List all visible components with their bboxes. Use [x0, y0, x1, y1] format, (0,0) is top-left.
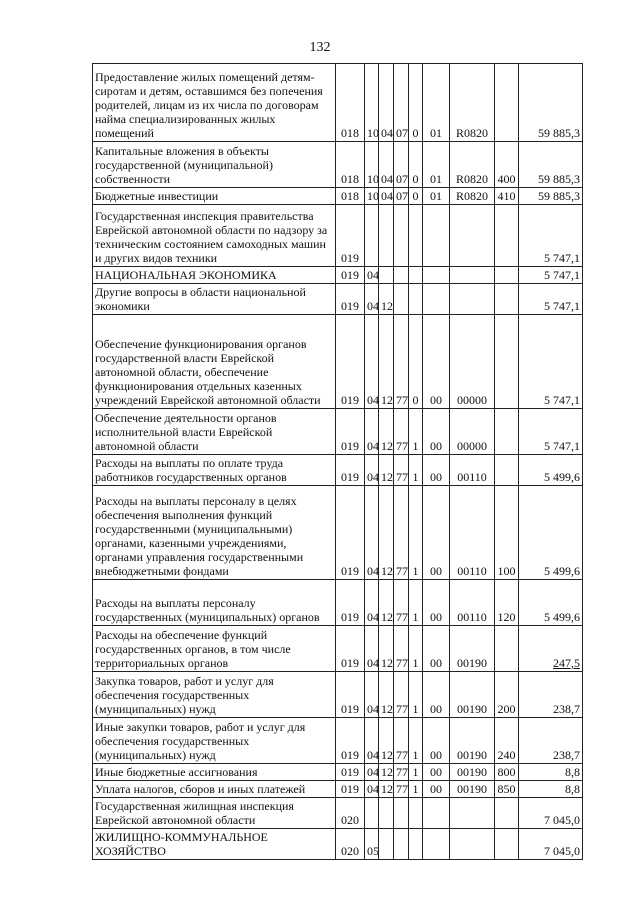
code-gr: 019 [336, 781, 365, 798]
code-pr: 12 [379, 315, 394, 409]
code-rz: 04 [365, 764, 379, 781]
code-csr4 [450, 205, 495, 267]
code-gr: 020 [336, 829, 365, 860]
code-pr: 12 [379, 781, 394, 798]
code-vr [495, 284, 519, 315]
row-amount: 5 747,1 [519, 409, 583, 455]
code-gr: 019 [336, 315, 365, 409]
code-csr4: 00000 [450, 315, 495, 409]
code-pr: 04 [379, 142, 394, 188]
code-csr2 [409, 829, 423, 860]
code-gr: 019 [336, 409, 365, 455]
code-rz: 04 [365, 718, 379, 764]
table-row [93, 188, 583, 205]
code-csr2: 1 [409, 718, 423, 764]
table-row [93, 142, 583, 188]
row-amount: 7 045,0 [519, 829, 583, 860]
code-vr: 120 [495, 580, 519, 626]
code-csr3 [423, 798, 450, 829]
code-csr1 [394, 284, 409, 315]
row-name: ЖИЛИЩНО-КОММУНАЛЬНОЕ ХОЗЯЙСТВО [93, 829, 336, 860]
code-pr [379, 798, 394, 829]
code-csr1: 77 [394, 409, 409, 455]
table-row [93, 267, 583, 284]
code-csr3: 00 [423, 672, 450, 718]
code-csr3: 00 [423, 626, 450, 672]
code-csr4: 00000 [450, 409, 495, 455]
row-name: Закупка товаров, работ и услуг для обеспечения государственных (муниципальных) нужд [93, 672, 336, 718]
row-amount: 5 747,1 [519, 205, 583, 267]
code-csr1: 07 [394, 64, 409, 142]
table-row [93, 626, 583, 672]
code-vr: 200 [495, 672, 519, 718]
code-csr4: 00190 [450, 626, 495, 672]
table-row [93, 829, 583, 860]
code-csr3: 01 [423, 188, 450, 205]
code-pr: 12 [379, 284, 394, 315]
code-csr3: 01 [423, 64, 450, 142]
code-pr: 12 [379, 409, 394, 455]
row-amount: 5 747,1 [519, 267, 583, 284]
row-amount: 7 045,0 [519, 798, 583, 829]
row-amount: 5 499,6 [519, 455, 583, 486]
page-number: 132 [309, 40, 331, 55]
row-amount: 5 499,6 [519, 580, 583, 626]
table-row [93, 284, 583, 315]
code-csr4: 00110 [450, 486, 495, 580]
code-pr: 04 [379, 64, 394, 142]
code-csr2: 1 [409, 455, 423, 486]
table-row [93, 718, 583, 764]
code-csr2: 1 [409, 409, 423, 455]
code-rz: 04 [365, 409, 379, 455]
row-amount: 238,7 [519, 718, 583, 764]
code-csr1: 77 [394, 315, 409, 409]
code-csr2: 0 [409, 188, 423, 205]
code-rz: 10 [365, 142, 379, 188]
row-name: Иные закупки товаров, работ и услуг для обеспечения государственных (муниципальных) нужд [93, 718, 336, 764]
code-pr: 12 [379, 580, 394, 626]
code-csr4 [450, 284, 495, 315]
code-pr: 12 [379, 764, 394, 781]
code-csr4 [450, 829, 495, 860]
row-name: Расходы на выплаты персоналу государственных (муниципальных) органов [93, 580, 336, 626]
code-rz: 04 [365, 672, 379, 718]
code-csr1 [394, 205, 409, 267]
code-rz: 05 [365, 829, 379, 860]
code-pr: 12 [379, 672, 394, 718]
row-amount: 238,7 [519, 672, 583, 718]
code-csr2: 0 [409, 142, 423, 188]
code-csr1: 07 [394, 188, 409, 205]
code-csr3: 00 [423, 409, 450, 455]
code-csr4 [450, 798, 495, 829]
code-csr4: 00190 [450, 764, 495, 781]
code-csr1: 77 [394, 764, 409, 781]
table-row [93, 781, 583, 798]
code-csr2 [409, 798, 423, 829]
row-amount: 8,8 [519, 781, 583, 798]
table-row [93, 205, 583, 267]
code-rz: 04 [365, 626, 379, 672]
code-csr2 [409, 205, 423, 267]
code-gr: 019 [336, 205, 365, 267]
code-csr1: 07 [394, 142, 409, 188]
table-row [93, 798, 583, 829]
code-pr: 12 [379, 626, 394, 672]
code-csr3 [423, 284, 450, 315]
code-gr: 019 [336, 486, 365, 580]
table-row [93, 409, 583, 455]
code-gr: 019 [336, 764, 365, 781]
code-vr: 850 [495, 781, 519, 798]
table-row [93, 580, 583, 626]
code-rz [365, 798, 379, 829]
table-row [93, 315, 583, 409]
budget-table [92, 63, 583, 860]
row-amount: 59 885,3 [519, 64, 583, 142]
code-vr [495, 267, 519, 284]
code-csr1: 77 [394, 626, 409, 672]
code-csr2: 1 [409, 781, 423, 798]
code-csr4: R0820 [450, 64, 495, 142]
row-name: Расходы на выплаты персоналу в целях обеспечения выполнения функций государственными (муниципальными) органами, казенными учреждениями, органами управления государственными внебюджетными фондами [93, 486, 336, 580]
code-csr2: 1 [409, 486, 423, 580]
row-name: Бюджетные инвестиции [93, 188, 336, 205]
code-csr2: 0 [409, 315, 423, 409]
row-name: Другие вопросы в области национальной экономики [93, 284, 336, 315]
code-csr1: 77 [394, 781, 409, 798]
code-csr3 [423, 205, 450, 267]
code-gr: 019 [336, 672, 365, 718]
code-rz: 04 [365, 486, 379, 580]
code-csr4: 00190 [450, 672, 495, 718]
table-row [93, 64, 583, 142]
code-csr2 [409, 284, 423, 315]
code-pr: 12 [379, 486, 394, 580]
code-csr1 [394, 829, 409, 860]
code-rz: 04 [365, 267, 379, 284]
table-row [93, 764, 583, 781]
row-name: Расходы на обеспечение функций государственных органов, в том числе территориальных органов [93, 626, 336, 672]
code-rz: 04 [365, 580, 379, 626]
code-csr1 [394, 267, 409, 284]
code-csr4: R0820 [450, 142, 495, 188]
code-pr: 04 [379, 188, 394, 205]
code-vr [495, 205, 519, 267]
code-csr3: 00 [423, 781, 450, 798]
row-amount: 8,8 [519, 764, 583, 781]
code-csr3: 00 [423, 764, 450, 781]
code-csr3: 00 [423, 315, 450, 409]
code-rz: 10 [365, 188, 379, 205]
code-csr3: 01 [423, 142, 450, 188]
row-amount: 5 499,6 [519, 486, 583, 580]
code-csr2: 1 [409, 580, 423, 626]
code-rz: 04 [365, 284, 379, 315]
code-csr4: 00190 [450, 781, 495, 798]
code-csr1: 77 [394, 580, 409, 626]
code-csr3: 00 [423, 718, 450, 764]
row-amount: 5 747,1 [519, 284, 583, 315]
code-csr1 [394, 798, 409, 829]
code-vr [495, 455, 519, 486]
code-gr: 019 [336, 718, 365, 764]
code-rz: 10 [365, 64, 379, 142]
code-vr [495, 829, 519, 860]
row-amount: 59 885,3 [519, 188, 583, 205]
code-csr3 [423, 829, 450, 860]
row-amount: 5 747,1 [519, 315, 583, 409]
code-vr [495, 64, 519, 142]
row-name: Государственная инспекция правительства Еврейской автономной области по надзору за техническим состоянием самоходных машин и других видов техники [93, 205, 336, 267]
code-vr [495, 626, 519, 672]
code-vr [495, 315, 519, 409]
code-csr4: R0820 [450, 188, 495, 205]
code-vr: 410 [495, 188, 519, 205]
code-csr3: 00 [423, 486, 450, 580]
table-row [93, 486, 583, 580]
code-pr: 12 [379, 718, 394, 764]
row-name: Уплата налогов, сборов и иных платежей [93, 781, 336, 798]
code-gr: 019 [336, 455, 365, 486]
code-rz: 04 [365, 781, 379, 798]
code-csr4 [450, 267, 495, 284]
code-vr: 400 [495, 142, 519, 188]
code-csr3 [423, 267, 450, 284]
code-csr4: 00110 [450, 455, 495, 486]
row-name: Обеспечение деятельности органов исполнительной власти Еврейской автономной области [93, 409, 336, 455]
code-csr2: 1 [409, 626, 423, 672]
code-gr: 019 [336, 284, 365, 315]
code-rz: 04 [365, 315, 379, 409]
code-gr: 018 [336, 188, 365, 205]
code-rz: 04 [365, 455, 379, 486]
code-csr3: 00 [423, 580, 450, 626]
row-name: Обеспечение функционирования органов государственной власти Еврейской автономной области, обеспечение функционирования отдельных казенных учреждений Еврейской автономной области [93, 315, 336, 409]
code-csr4: 00110 [450, 580, 495, 626]
code-csr2: 0 [409, 64, 423, 142]
code-gr: 018 [336, 64, 365, 142]
code-vr [495, 798, 519, 829]
row-name: Иные бюджетные ассигнования [93, 764, 336, 781]
code-csr4: 00190 [450, 718, 495, 764]
table-row [93, 455, 583, 486]
row-name: Расходы на выплаты по оплате труда работников государственных органов [93, 455, 336, 486]
row-name: НАЦИОНАЛЬНАЯ ЭКОНОМИКА [93, 267, 336, 284]
table-row [93, 672, 583, 718]
row-name: Капитальные вложения в объекты государственной (муниципальной) собственности [93, 142, 336, 188]
code-csr2: 1 [409, 764, 423, 781]
code-csr1: 77 [394, 672, 409, 718]
code-csr2: 1 [409, 672, 423, 718]
code-pr: 12 [379, 455, 394, 486]
code-vr [495, 409, 519, 455]
row-name: Государственная жилищная инспекция Еврейской автономной области [93, 798, 336, 829]
code-csr1: 77 [394, 486, 409, 580]
code-csr1: 77 [394, 718, 409, 764]
code-gr: 018 [336, 142, 365, 188]
row-amount: 247,5 [519, 626, 583, 672]
code-pr [379, 267, 394, 284]
code-vr: 800 [495, 764, 519, 781]
code-gr: 019 [336, 267, 365, 284]
code-csr1: 77 [394, 455, 409, 486]
row-amount: 59 885,3 [519, 142, 583, 188]
code-gr: 019 [336, 626, 365, 672]
code-vr: 100 [495, 486, 519, 580]
code-pr [379, 829, 394, 860]
code-pr [379, 205, 394, 267]
row-name: Предоставление жилых помещений детям-сиротам и детям, оставшимся без попечения родителей, лицам из их числа по договорам найма специализированных жилых помещений [93, 64, 336, 142]
code-vr: 240 [495, 718, 519, 764]
code-gr: 020 [336, 798, 365, 829]
code-csr2 [409, 267, 423, 284]
code-rz [365, 205, 379, 267]
code-csr3: 00 [423, 455, 450, 486]
code-gr: 019 [336, 580, 365, 626]
